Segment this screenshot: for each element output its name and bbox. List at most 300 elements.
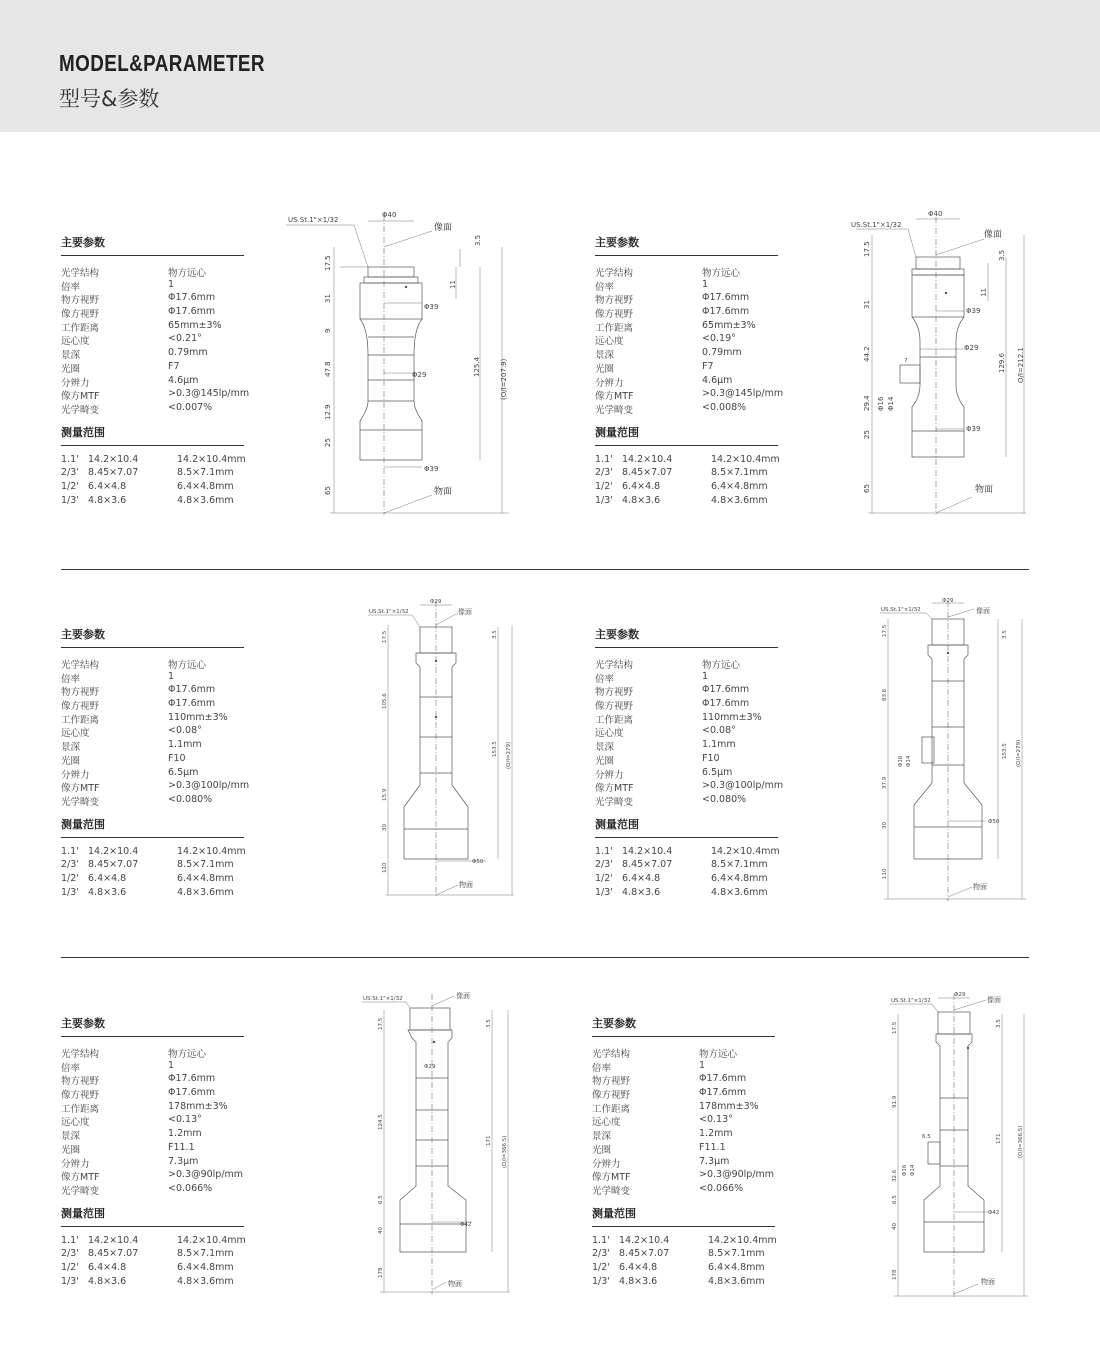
dim-l: 30 [382, 824, 388, 831]
param-row [592, 1169, 792, 1183]
image-plane-label: 像面 [987, 996, 1001, 1004]
phi-b: Φ29 [964, 344, 979, 352]
dim-total: (O/I=279) [506, 741, 512, 769]
param-row [595, 767, 795, 781]
phi-top: Φ29 [424, 1064, 436, 1070]
param-key: 像方MTF [61, 391, 100, 403]
param-value: 物方远心 [168, 660, 207, 671]
param-value: Φ17.6mm [168, 306, 216, 318]
measure-cell: 8.5×7.1mm [177, 859, 234, 871]
param-row [61, 1114, 261, 1128]
dim-total: (O/I=366.5) [502, 1135, 508, 1168]
dim-l: 31 [863, 300, 871, 309]
object-plane-label: 物面 [973, 883, 987, 891]
param-value: Φ17.6mm [168, 698, 216, 710]
param-key: 倍率 [595, 281, 615, 293]
dim-l: 17.5 [863, 241, 871, 257]
param-row [592, 1142, 792, 1156]
param-key: 像方MTF [595, 391, 634, 403]
measure-cell: 8.45×7.07 [619, 1248, 670, 1260]
param-value: F10 [168, 752, 186, 764]
param-value: 7.3μm [699, 1155, 730, 1167]
measure-cell: 6.4×4.8 [622, 480, 661, 492]
param-row [61, 333, 261, 347]
param-value: 110mm±3% [168, 711, 228, 723]
measure-cell: 4.8×3.6 [88, 1275, 127, 1287]
measure-cell: 1/3' [61, 494, 79, 506]
phi-top: Φ40 [382, 211, 397, 219]
phi-e: Φ14 [887, 396, 895, 411]
measure-cell: 4.8×3.6 [88, 886, 127, 898]
dim-l: 6.5 [892, 1195, 898, 1204]
measure-cell: 1/3' [61, 1275, 79, 1287]
param-row [595, 265, 795, 279]
dim-l: 124.5 [378, 1114, 384, 1130]
dim-a: 3.5 [474, 234, 482, 246]
param-row [61, 794, 261, 808]
param-value: Φ17.6mm [702, 684, 750, 696]
thread-label: US.St.1"×1/32 [851, 221, 902, 229]
param-value: <0.066% [168, 1182, 213, 1194]
measure-cell: 1/2' [61, 872, 79, 884]
param-key: 工作距离 [61, 322, 100, 334]
measure-row [61, 1276, 261, 1290]
param-key: 光圈 [592, 1144, 612, 1156]
measure-row [595, 887, 795, 901]
param-value: 1.1mm [168, 739, 202, 751]
measure-row [61, 1248, 261, 1262]
dim-l: 17.5 [378, 1017, 384, 1030]
param-key: 光学结构 [595, 660, 634, 671]
param-row [595, 753, 795, 767]
param-row [61, 1060, 261, 1074]
param-key: 像方视野 [595, 309, 634, 321]
dim-l: 30 [882, 822, 888, 829]
param-value: <0.13° [699, 1114, 733, 1126]
param-value: >0.3@90lp/mm [168, 1169, 244, 1181]
dim-l: 29.4 [863, 395, 871, 411]
dim-total: (O/I=207.9) [500, 358, 508, 400]
param-key: 分辨力 [61, 769, 90, 781]
param-value: <0.13° [168, 1114, 202, 1126]
param-value: F10 [702, 752, 720, 764]
phi-top: Φ29 [942, 598, 954, 604]
param-block [595, 626, 795, 900]
measure-cell: 14.2×10.4 [622, 845, 673, 857]
dim-c: 6.5 [922, 1134, 931, 1140]
param-row [595, 739, 795, 753]
measure-range-heading: 测量范围 [595, 424, 778, 446]
param-value: 1.2mm [168, 1128, 202, 1140]
param-key: 景深 [595, 350, 615, 362]
param-value: 1 [702, 670, 709, 682]
measure-cell: 4.8×3.6mm [711, 494, 768, 506]
measure-cell: 2/3' [61, 859, 79, 871]
param-row [595, 306, 795, 320]
dim-l: 44.2 [863, 346, 871, 362]
measure-cell: 14.2×10.4mm [177, 453, 246, 465]
param-key: 物方视野 [61, 1076, 100, 1088]
param-value: 物方远心 [168, 1049, 207, 1060]
measure-row [61, 887, 261, 901]
param-row [61, 1046, 261, 1060]
dim-l: 110 [882, 868, 888, 879]
param-row [595, 671, 795, 685]
param-value: 110mm±3% [702, 711, 762, 723]
param-value: >0.3@90lp/mm [699, 1169, 775, 1181]
param-key: 像方MTF [61, 1172, 100, 1184]
param-row [592, 1156, 792, 1170]
page-subtitle: 型号&参数 [59, 87, 160, 111]
phi-bot: Φ50 [472, 859, 484, 865]
param-key: 光圈 [61, 363, 81, 375]
param-key: 倍率 [61, 1062, 81, 1074]
measure-range-heading: 测量范围 [61, 424, 244, 446]
dim-l: 9 [324, 328, 332, 333]
measure-cell: 4.8×3.6 [622, 494, 661, 506]
main-params-heading: 主要参数 [592, 1015, 775, 1037]
dim-a: 3.5 [486, 1019, 492, 1028]
param-value: Φ17.6mm [168, 292, 216, 304]
param-row [595, 279, 795, 293]
thread-label: US.St.1"×1/32 [288, 216, 339, 224]
lens-drawing-2 [848, 207, 1030, 519]
param-value: <0.080% [702, 793, 747, 805]
dim-total: (O/I=279) [1016, 739, 1022, 767]
measure-cell: 14.2×10.4mm [711, 845, 780, 857]
measure-row [61, 846, 261, 860]
lens-drawing-6 [888, 990, 1034, 1302]
param-row [61, 712, 261, 726]
param-row [61, 780, 261, 794]
param-row [595, 698, 795, 712]
dim-l: 110 [382, 862, 388, 873]
param-key: 倍率 [595, 673, 615, 685]
param-value: >0.3@145lp/mm [168, 388, 250, 400]
param-key: 分辨力 [61, 1158, 90, 1170]
param-value: >0.3@100lp/mm [168, 780, 250, 792]
measure-cell: 8.5×7.1mm [708, 1248, 765, 1260]
measure-row [595, 846, 795, 860]
dim-l: 105.6 [382, 693, 388, 709]
param-key: 景深 [61, 1131, 81, 1143]
thread-label: US.St.1"×1/32 [369, 609, 409, 615]
measure-cell: 8.5×7.1mm [711, 859, 768, 871]
phi-d: Φ16 [877, 396, 885, 411]
param-value: 物方远心 [168, 268, 207, 279]
lens-drawing-4 [878, 597, 1038, 903]
dim-body: 129.6 [998, 352, 1006, 373]
dim-l: 178 [892, 1269, 898, 1280]
measure-cell: 14.2×10.4 [619, 1234, 670, 1246]
param-row [595, 375, 795, 389]
image-plane-label: 像面 [976, 607, 990, 615]
param-row [61, 698, 261, 712]
param-row [61, 361, 261, 375]
param-key: 物方视野 [595, 295, 634, 307]
param-key: 像方MTF [595, 783, 634, 795]
param-value: 物方远心 [702, 660, 741, 671]
param-row [61, 1101, 261, 1115]
measure-row [592, 1276, 792, 1290]
param-value: 65mm±3% [168, 319, 222, 331]
measure-cell: 2/3' [595, 859, 613, 871]
measure-cell: 14.2×10.4mm [177, 1234, 246, 1246]
phi-d: Φ16 [898, 755, 904, 767]
measure-row [61, 495, 261, 509]
section-divider [61, 569, 1029, 570]
measure-row [592, 1248, 792, 1262]
object-plane-label: 物面 [975, 485, 994, 495]
dim-b: 11 [980, 288, 988, 297]
param-key: 倍率 [592, 1062, 612, 1074]
param-row [61, 767, 261, 781]
measure-row [61, 873, 261, 887]
param-row [592, 1060, 792, 1074]
dim-l: 31 [324, 294, 332, 303]
phi-a: Φ39 [966, 307, 981, 315]
param-key: 工作距离 [592, 1103, 631, 1115]
measure-row [61, 1262, 261, 1276]
measure-cell: 8.45×7.07 [88, 1248, 139, 1260]
param-value: <0.066% [699, 1182, 744, 1194]
measure-cell: 1.1' [595, 845, 613, 857]
param-key: 远心度 [592, 1117, 621, 1129]
measure-cell: 1.1' [592, 1234, 610, 1246]
measure-cell: 8.45×7.07 [88, 859, 139, 871]
measure-cell: 1.1' [61, 845, 79, 857]
measure-cell: 2/3' [592, 1248, 610, 1260]
measure-row [61, 1235, 261, 1249]
thread-label: US.St.1"×1/32 [363, 996, 403, 1002]
param-value: 4.6μm [168, 374, 199, 386]
param-row [61, 1183, 261, 1197]
measure-row [592, 1235, 792, 1249]
measure-cell: 8.5×7.1mm [177, 1248, 234, 1260]
measure-cell: 1/3' [595, 494, 613, 506]
param-value: >0.3@145lp/mm [702, 388, 784, 400]
param-key: 光学结构 [61, 268, 100, 279]
measure-cell: 6.4×4.8 [619, 1261, 658, 1273]
dim-a: 3.5 [492, 630, 498, 639]
measure-cell: 8.5×7.1mm [711, 467, 768, 479]
measure-cell: 6.4×4.8mm [177, 1261, 234, 1273]
param-key: 光圈 [595, 755, 615, 767]
phi-e: Φ14 [906, 755, 912, 767]
param-row [592, 1128, 792, 1142]
param-row [592, 1114, 792, 1128]
page-title: MODEL&PARAMETER [59, 50, 265, 76]
param-row [61, 1128, 261, 1142]
param-key: 景深 [61, 350, 81, 362]
dim-l: 83.6 [882, 688, 888, 701]
param-row [61, 1087, 261, 1101]
param-value: 物方远心 [699, 1049, 738, 1060]
param-key: 物方视野 [592, 1076, 631, 1088]
measure-cell: 1/2' [595, 872, 613, 884]
param-key: 远心度 [61, 336, 90, 348]
measure-cell: 4.8×3.6mm [711, 886, 768, 898]
param-block [61, 626, 261, 900]
param-value: <0.007% [168, 401, 213, 413]
measure-row [61, 859, 261, 873]
param-key: 像方视野 [61, 309, 100, 321]
dim-l: 12.9 [324, 404, 332, 420]
param-value: <0.008% [702, 401, 747, 413]
param-row [595, 657, 795, 671]
dim-l: 91.9 [892, 1095, 898, 1108]
measure-cell: 6.4×4.8mm [711, 480, 768, 492]
param-value: <0.080% [168, 793, 213, 805]
param-row [61, 725, 261, 739]
param-key: 光学畸变 [61, 404, 100, 416]
phi-bot: Φ50 [988, 819, 1000, 825]
measure-cell: 4.8×3.6 [619, 1275, 658, 1287]
param-key: 工作距离 [595, 714, 634, 726]
param-row [61, 684, 261, 698]
dim-a: 3.5 [996, 1019, 1002, 1028]
measure-row [592, 1262, 792, 1276]
phi-b: Φ29 [412, 371, 427, 379]
param-row [592, 1073, 792, 1087]
measure-cell: 4.8×3.6 [622, 886, 661, 898]
param-row [592, 1087, 792, 1101]
param-row [61, 671, 261, 685]
measure-cell: 1/3' [595, 886, 613, 898]
param-row [592, 1101, 792, 1115]
param-row [61, 375, 261, 389]
param-row [592, 1183, 792, 1197]
measure-row [61, 467, 261, 481]
dim-body: 171 [996, 1133, 1002, 1144]
image-plane-label: 像面 [984, 230, 1003, 240]
measure-cell: 8.45×7.07 [622, 859, 673, 871]
param-value: Φ17.6mm [699, 1073, 747, 1085]
param-value: 1 [702, 278, 709, 290]
main-params-heading: 主要参数 [61, 1015, 244, 1037]
phi-e: Φ14 [910, 1164, 916, 1176]
param-value: 178mm±3% [168, 1100, 228, 1112]
param-value: 7.3μm [168, 1155, 199, 1167]
dim-l: 17.5 [892, 1021, 898, 1034]
param-key: 光学畸变 [61, 796, 100, 808]
main-params-heading: 主要参数 [595, 626, 778, 648]
dim-body: 171 [486, 1135, 492, 1146]
measure-row [595, 873, 795, 887]
image-plane-label: 像面 [456, 992, 470, 1000]
param-key: 像方视野 [595, 701, 634, 713]
param-value: F7 [702, 360, 714, 372]
measure-range-heading: 测量范围 [61, 816, 244, 838]
param-row [61, 657, 261, 671]
measure-cell: 4.8×3.6mm [177, 494, 234, 506]
param-key: 光学畸变 [61, 1185, 100, 1197]
param-key: 像方视野 [592, 1090, 631, 1102]
param-key: 物方视野 [61, 687, 100, 699]
measure-cell: 6.4×4.8 [88, 1261, 127, 1273]
phi-top: Φ29 [430, 599, 442, 605]
param-key: 光圈 [61, 1144, 81, 1156]
measure-cell: 2/3' [595, 467, 613, 479]
param-row [595, 725, 795, 739]
param-row [595, 712, 795, 726]
measure-cell: 4.8×3.6 [88, 494, 127, 506]
measure-cell: 8.45×7.07 [622, 467, 673, 479]
param-row [595, 402, 795, 416]
measure-cell: 6.4×4.8mm [177, 872, 234, 884]
param-row [595, 388, 795, 402]
param-value: 0.79mm [168, 347, 208, 359]
measure-cell: 14.2×10.4 [622, 453, 673, 465]
measure-row [595, 467, 795, 481]
param-row [61, 292, 261, 306]
measure-cell: 1/3' [592, 1275, 610, 1287]
param-row [61, 279, 261, 293]
lens-drawing-3 [366, 597, 526, 899]
param-key: 远心度 [595, 336, 624, 348]
param-key: 景深 [595, 742, 615, 754]
measure-range-heading: 测量范围 [592, 1205, 775, 1227]
dim-l: 17.5 [324, 255, 332, 271]
dim-body: 125.4 [473, 356, 481, 377]
param-key: 远心度 [61, 1117, 90, 1129]
measure-cell: 6.4×4.8 [88, 872, 127, 884]
measure-cell: 14.2×10.4mm [711, 453, 780, 465]
param-row [61, 1169, 261, 1183]
dim-l: 25 [324, 438, 332, 447]
dim-l: 17.5 [382, 630, 388, 643]
object-plane-label: 物面 [434, 487, 453, 497]
thread-label: US.St.1"×1/32 [891, 998, 931, 1004]
image-plane-label: 像面 [434, 223, 453, 233]
param-value: F11.1 [699, 1141, 726, 1153]
dim-total: O/I=212.1 [1017, 347, 1025, 383]
param-value: 物方远心 [702, 268, 741, 279]
param-value: <0.08° [168, 725, 202, 737]
param-value: 6.5μm [168, 766, 199, 778]
image-plane-label: 像面 [458, 608, 472, 616]
measure-cell: 14.2×10.4 [88, 845, 139, 857]
phi-top: Φ40 [928, 210, 943, 218]
phi-a: Φ39 [424, 303, 439, 311]
param-row [61, 306, 261, 320]
measure-cell: 4.8×3.6mm [177, 886, 234, 898]
param-row [61, 753, 261, 767]
phi-c: Φ39 [966, 425, 981, 433]
param-row [61, 320, 261, 334]
measure-cell: 1.1' [595, 453, 613, 465]
dim-l: 32.6 [892, 1169, 898, 1182]
param-value: <0.19° [702, 333, 736, 345]
dim-b: 11 [449, 280, 457, 289]
param-row [595, 794, 795, 808]
measure-row [595, 454, 795, 468]
param-row [61, 402, 261, 416]
param-row [61, 739, 261, 753]
param-row [595, 292, 795, 306]
object-plane-label: 物面 [448, 1280, 462, 1288]
param-row [595, 780, 795, 794]
param-key: 像方视野 [61, 1090, 100, 1102]
dim-l: 17.5 [882, 624, 888, 637]
measure-cell: 6.4×4.8mm [177, 480, 234, 492]
param-block [61, 1015, 261, 1289]
measure-cell: 14.2×10.4 [88, 1234, 139, 1246]
dim-l: 40 [378, 1227, 384, 1234]
param-value: Φ17.6mm [702, 306, 750, 318]
phi-bot: Φ42 [460, 1222, 472, 1228]
measure-row [595, 495, 795, 509]
